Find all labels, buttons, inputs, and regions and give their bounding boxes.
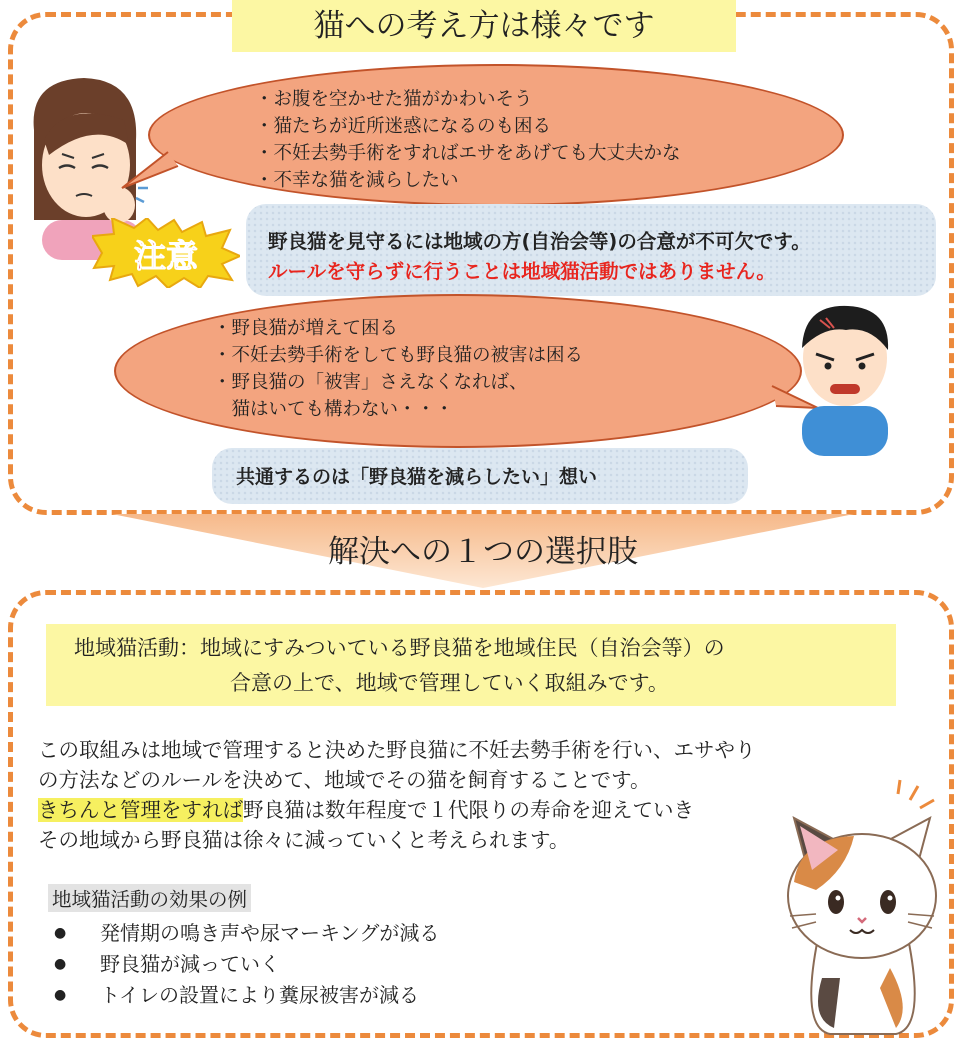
bullet-icon: ● bbox=[54, 987, 67, 1003]
effects-list bbox=[50, 918, 439, 1011]
body-line-2: の方法などのルールを決めて、地域でその猫を飼育することです。 bbox=[38, 768, 651, 792]
caution-label: 注意 bbox=[133, 237, 199, 275]
body-line-3 bbox=[38, 793, 694, 823]
woman-concerns-list bbox=[255, 86, 681, 194]
calico-cat-icon bbox=[770, 778, 950, 1038]
list-item: ・猫たちが近所迷惑になるのも困る bbox=[255, 116, 552, 137]
man-concerns-list bbox=[213, 315, 583, 423]
list-item: ● 発情期の鳴き声や尿マーキングが減る bbox=[50, 918, 439, 949]
effects-title: 地域猫活動の効果の例 bbox=[48, 884, 251, 912]
list-item: ・不妊去勢手術をすればエサをあげても大丈夫かな bbox=[255, 143, 681, 164]
definition-line-1: 地域猫活動：地域にすみついている野良猫を地域住民（自治会等）の bbox=[74, 636, 725, 660]
page-title: 猫への考え方は様々です bbox=[232, 0, 736, 52]
list-item: ● 野良猫が減っていく bbox=[50, 949, 439, 980]
list-item: ・不妊去勢手術をしても野良猫の被害は困る bbox=[213, 345, 584, 366]
annoyed-man-icon bbox=[790, 296, 900, 456]
common-feeling-text: 共通するのは「野良猫を減らしたい」想い bbox=[236, 466, 598, 488]
definition-line-2: 合意の上で、地域で管理していく取組みです。 bbox=[230, 671, 669, 695]
solution-heading: 解決への１つの選択肢 bbox=[328, 534, 638, 570]
list-item: ・お腹を空かせた猫がかわいそう bbox=[255, 89, 533, 110]
notice-line-consent: 野良猫を見守るには地域の方(自治会等)の合意が不可欠です。 bbox=[268, 230, 811, 253]
body-line-4: その地域から野良猫は徐々に減っていくと考えられます。 bbox=[38, 828, 570, 852]
list-item: ・不幸な猫を減らしたい bbox=[255, 170, 459, 191]
caution-badge bbox=[92, 218, 240, 288]
notice-line-warning: ルールを守らずに行うことは地域猫活動ではありません。 bbox=[268, 260, 776, 283]
woman-bubble-tail bbox=[120, 150, 180, 190]
list-item: ● トイレの設置により糞尿被害が減る bbox=[50, 980, 439, 1011]
body-line-1: この取組みは地域で管理すると決めた野良猫に不妊去勢手術を行い、エサやり bbox=[38, 738, 756, 762]
bullet-icon: ● bbox=[54, 925, 67, 941]
highlight-text: きちんと管理をすれば bbox=[38, 798, 243, 822]
list-item: ・野良猫が増えて困る bbox=[213, 318, 399, 339]
body-line-3-rest: 野良猫は数年程度で１代限りの寿命を迎えていき bbox=[243, 798, 694, 822]
list-item: 猫はいても構わない・・・ bbox=[213, 399, 454, 420]
bullet-icon: ● bbox=[54, 956, 67, 972]
list-item: ・野良猫の「被害」さえなくなれば、 bbox=[213, 372, 528, 393]
